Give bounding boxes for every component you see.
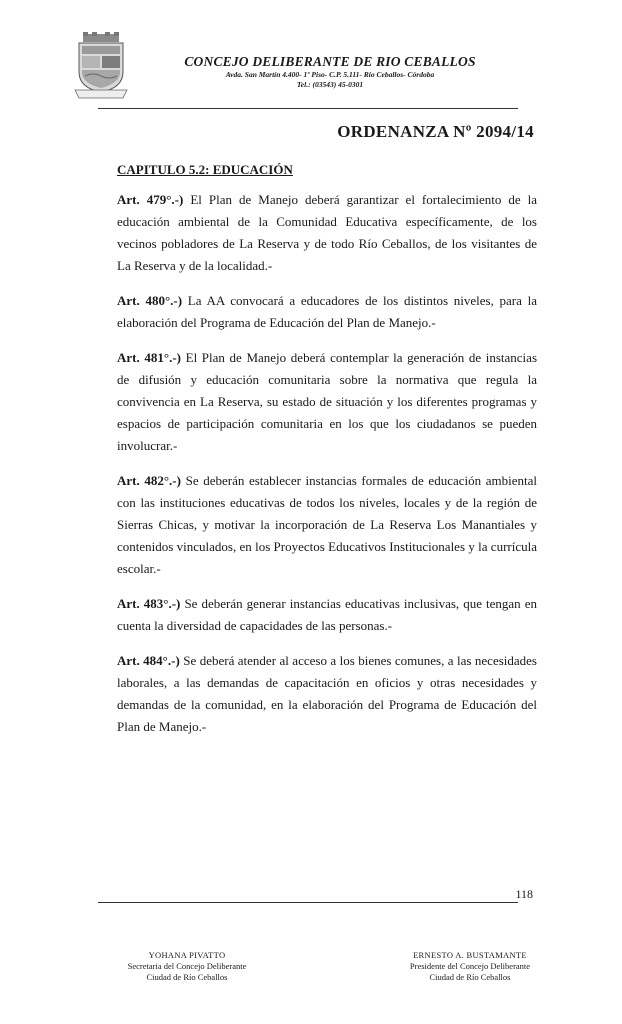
city-coat-of-arms-icon bbox=[73, 32, 129, 100]
article-480 bbox=[117, 290, 537, 334]
council-phone: Tel.: (03543) 45-0301 bbox=[296, 80, 364, 89]
signatory-name: YOHANA PIVATTO bbox=[148, 950, 226, 960]
council-name: CONCEJO DELIBERANTE DE RIO CEBALLOS bbox=[184, 54, 476, 69]
articles-list bbox=[117, 189, 537, 751]
article-481 bbox=[117, 347, 537, 457]
article-label: Art. 484°.-) bbox=[117, 653, 180, 668]
article-text: El Plan de Manejo deberá contemplar la generación de instancias de difusión y educación comunitaria sobre la normativa que regula la convivencia en La Reserva, su estado de situación y los diferentes programas y espacios de participación comunitaria en los que los ciudadanos se pueden involucrar.- bbox=[117, 350, 537, 453]
page-number: 118 bbox=[515, 887, 533, 901]
article-text: Se deberán establecer instancias formales de educación ambiental con las instituciones educativas de todos los niveles, locales y de la región de Sierras Chicas, y motivar la incorporación de La Reserva Los Manantiales y contenidos vinculados, en los Proyectos Educativos Institucionales y la currícula escolar.- bbox=[117, 473, 537, 576]
article-text: El Plan de Manejo deberá garantizar el fortalecimiento de la educación ambiental de la Comunidad Educativa específicamente, de los vecinos pobladores de La Reserva y de todo Río Ceballos, de los visitantes de La Reserva y de la localidad.- bbox=[117, 192, 537, 273]
article-label: Art. 481°.-) bbox=[117, 350, 181, 365]
signatory-place: Ciudad de Río Ceballos bbox=[146, 972, 228, 982]
header-divider bbox=[98, 108, 518, 109]
article-text: La AA convocará a educadores de los distintos niveles, para la elaboración del Programa de Educación del Plan de Manejo.- bbox=[117, 293, 537, 330]
article-483 bbox=[117, 593, 537, 637]
chapter-heading: CAPITULO 5.2: EDUCACIÓN bbox=[117, 162, 293, 177]
signature-block-president bbox=[380, 950, 560, 983]
article-479 bbox=[117, 189, 537, 277]
ordinance-number: ORDENANZA Nº 2094/14 bbox=[337, 122, 534, 141]
article-label: Art. 479°.-) bbox=[117, 192, 184, 207]
council-address: Avda. San Martín 4.400- 1º Piso- C.P. 5.111- Rio Ceballos- Córdoba bbox=[225, 70, 435, 79]
article-label: Art. 483°.-) bbox=[117, 596, 181, 611]
signature-block-secretary bbox=[102, 950, 272, 983]
article-label: Art. 482°.-) bbox=[117, 473, 181, 488]
article-text: Se deberá atender al acceso a los bienes comunes, a las necesidades laborales, a las demandas de capacitación en oficios y otras necesidades y demandas de la comunidad, en la elaboración del Programa de Educación del Plan de Manejo.- bbox=[117, 653, 537, 734]
article-text: Se deberán generar instancias educativas inclusivas, que tengan en cuenta la diversidad de capacidades de las personas.- bbox=[117, 596, 537, 633]
article-484 bbox=[117, 650, 537, 738]
signatory-role: Presidente del Concejo Deliberante bbox=[409, 961, 531, 971]
letterhead bbox=[150, 54, 510, 90]
footer-divider bbox=[98, 902, 518, 903]
signatory-name: ERNESTO A. BUSTAMANTE bbox=[413, 950, 527, 960]
signatory-role: Secretaria del Concejo Deliberante bbox=[127, 961, 247, 971]
signatory-place: Ciudad de Río Ceballos bbox=[429, 972, 511, 982]
article-482 bbox=[117, 470, 537, 580]
article-label: Art. 480°.-) bbox=[117, 293, 183, 308]
